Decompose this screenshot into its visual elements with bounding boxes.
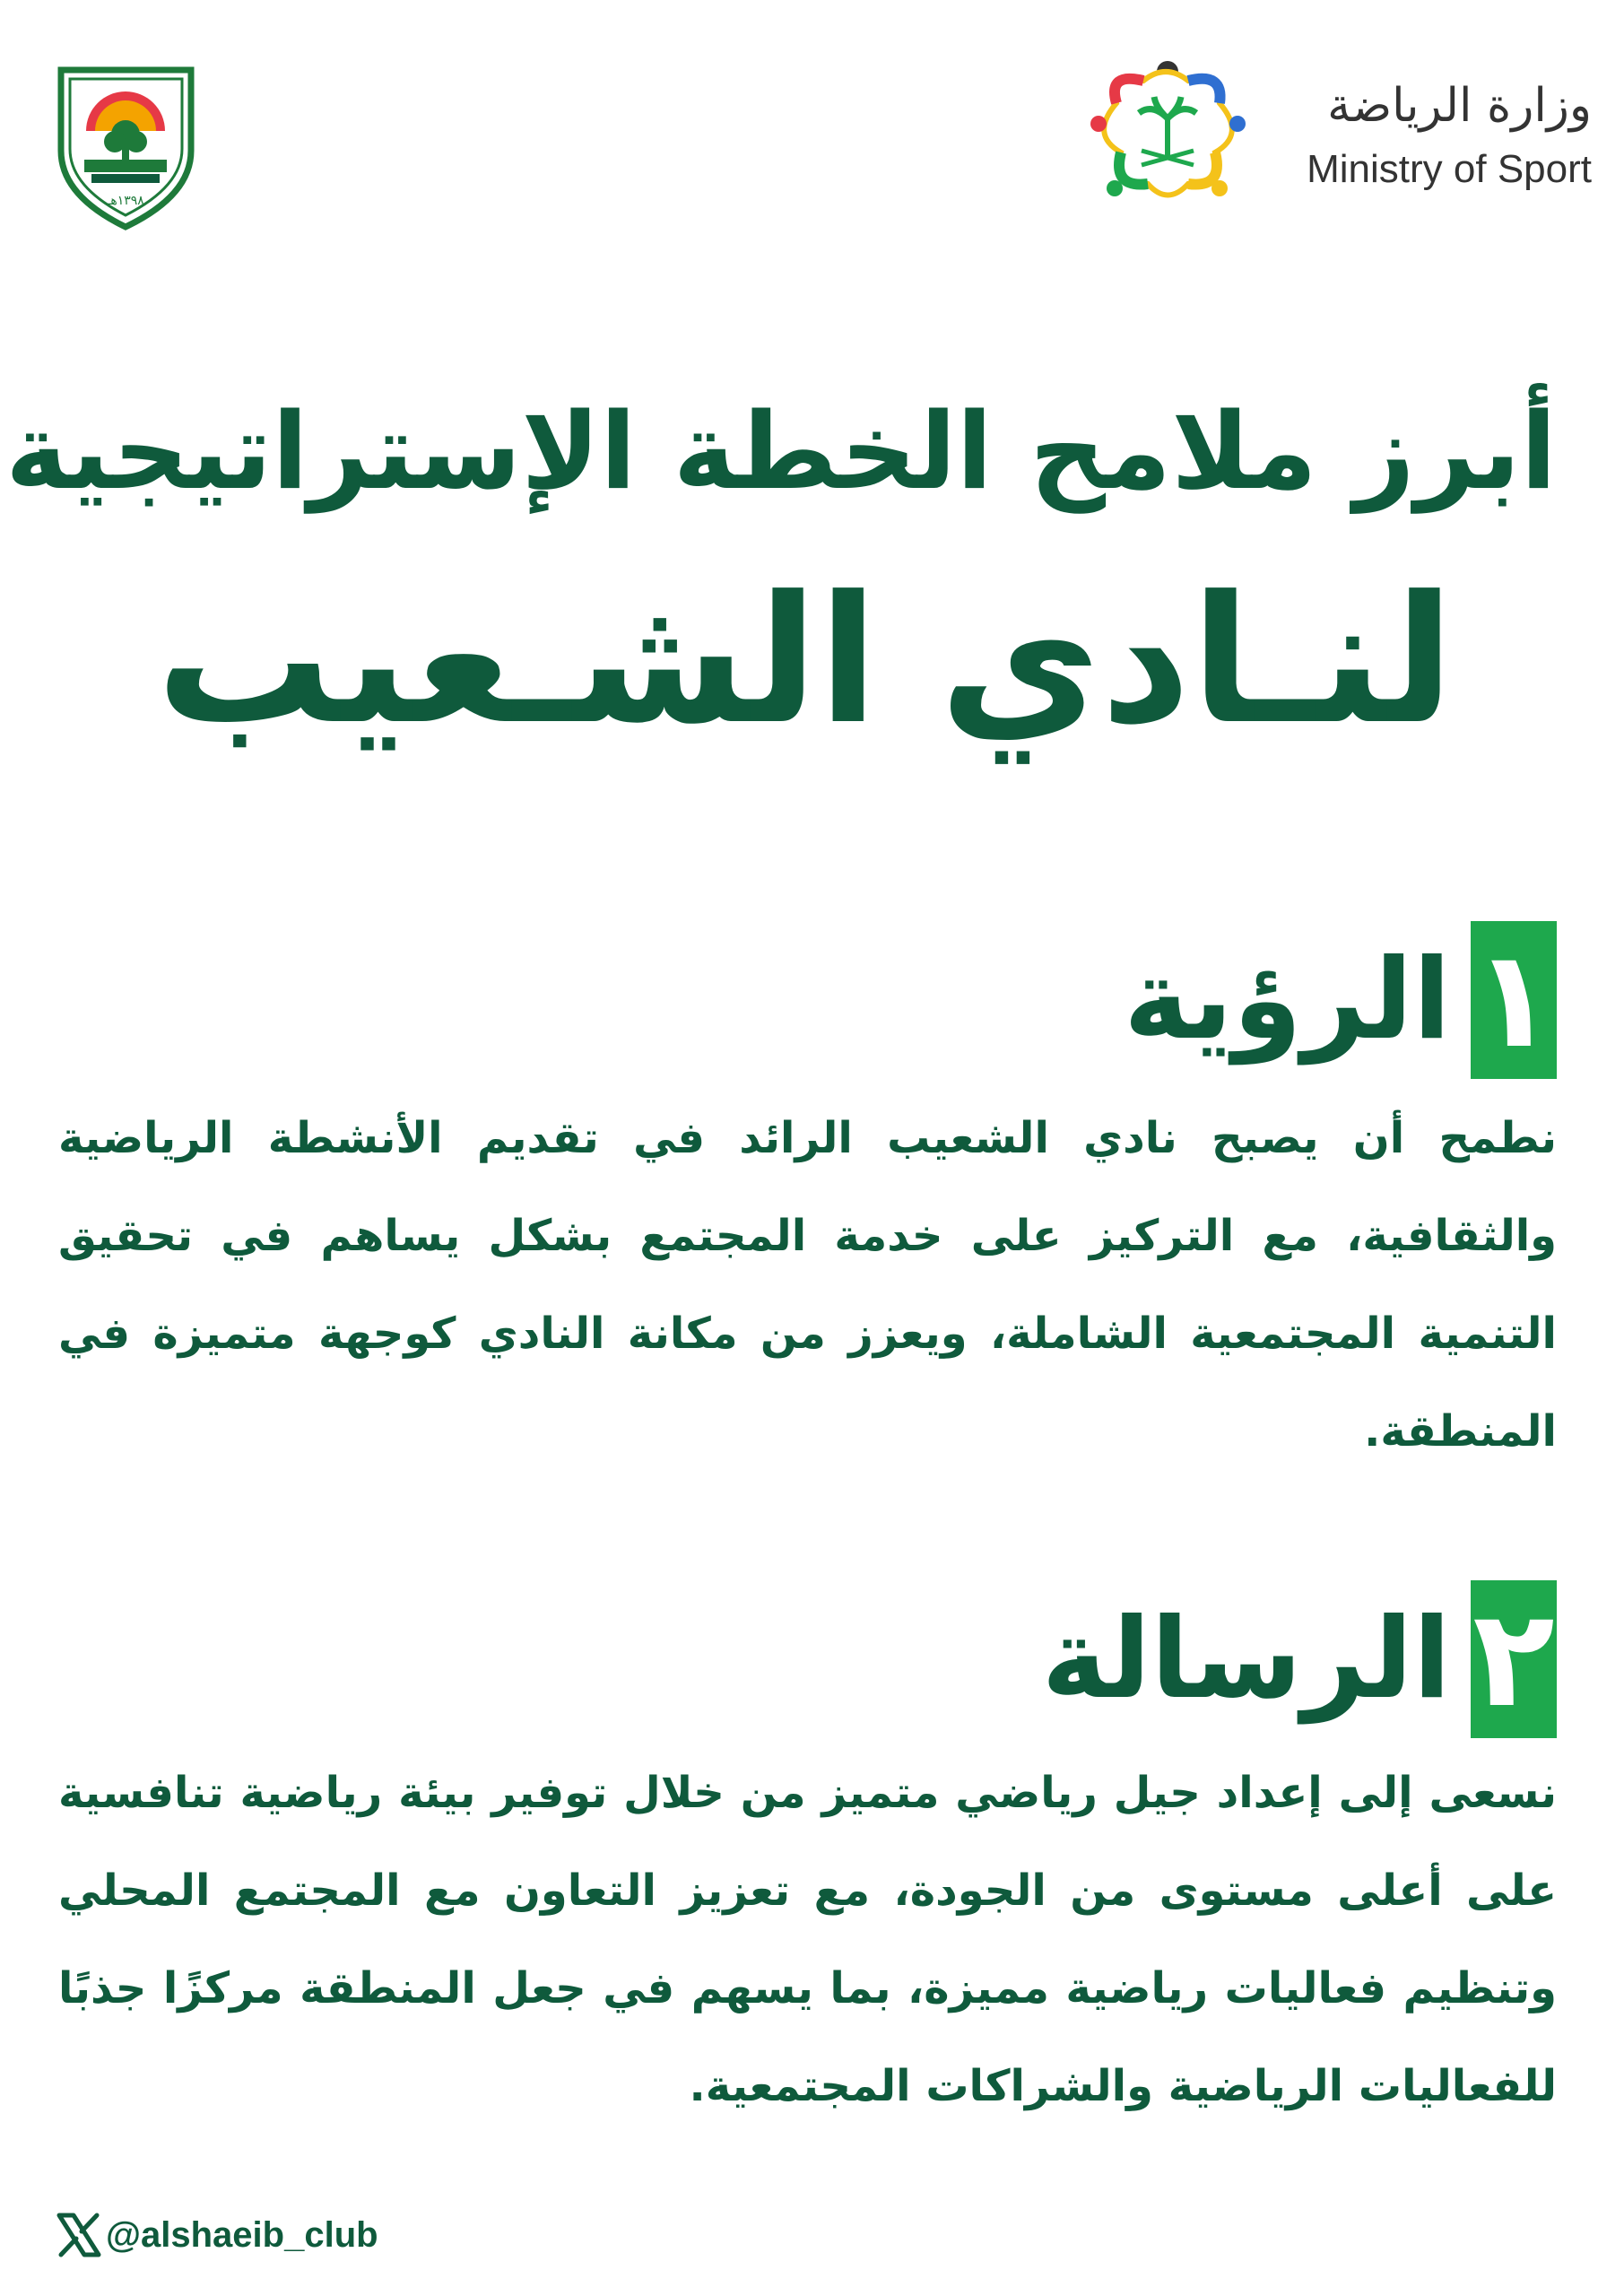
page-title-line-2: لنـادي الشـعيب xyxy=(156,559,1455,763)
alshaeib-club-crest-icon xyxy=(52,61,200,231)
ministry-of-sport-emblem-icon xyxy=(1090,54,1246,206)
ministry-name-arabic: وزارة الرياضة xyxy=(1327,79,1592,133)
section-number-badge: ٢ xyxy=(1471,1580,1557,1738)
social-handle-text: @alshaeib_club xyxy=(106,2214,378,2255)
section-number-badge: ١ xyxy=(1471,921,1557,1079)
section-title-mission: الرسالة xyxy=(1041,1595,1451,1724)
x-logo-icon xyxy=(56,2212,102,2258)
social-handle[interactable] xyxy=(56,2208,378,2262)
club-logo-year: ١٣٩٨هـ xyxy=(107,194,144,208)
mission-paragraph: نسعى إلى إعداد جيل رياضي متميز من خلال توفير بيئة رياضية تنافسية على أعلى مستوى من الجودة، مع تعزيز التعاون مع المجتمع المحلي وتنظيم فعاليات رياضية مميزة، بما يسهم في جعل المنطقة مركزًا جذبًا للفعاليات الرياضية والشراكات المجتمعية. xyxy=(58,1768,1557,2111)
section-title-vision: الرؤية xyxy=(1123,935,1451,1065)
club-logo xyxy=(52,61,200,231)
page-title-line-1: أبرز ملامح الخطة الإستراتيجية xyxy=(4,389,1557,513)
vision-heading xyxy=(1124,919,1557,1081)
ministry-name-english: Ministry of Sport xyxy=(1307,147,1592,191)
mission-heading xyxy=(1042,1578,1557,1740)
vision-paragraph: نطمح أن يصبح نادي الشعيب الرائد في تقديم الأنشطة الرياضية والثقافية، مع التركيز على خدمة المجتمع بشكل يساهم في تحقيق التنمية المجتمعية الشاملة، ويعزز من مكانة النادي كوجهة متميزة في المنطقة. xyxy=(58,1113,1557,1457)
ministry-of-sport-logo xyxy=(1090,54,1592,206)
